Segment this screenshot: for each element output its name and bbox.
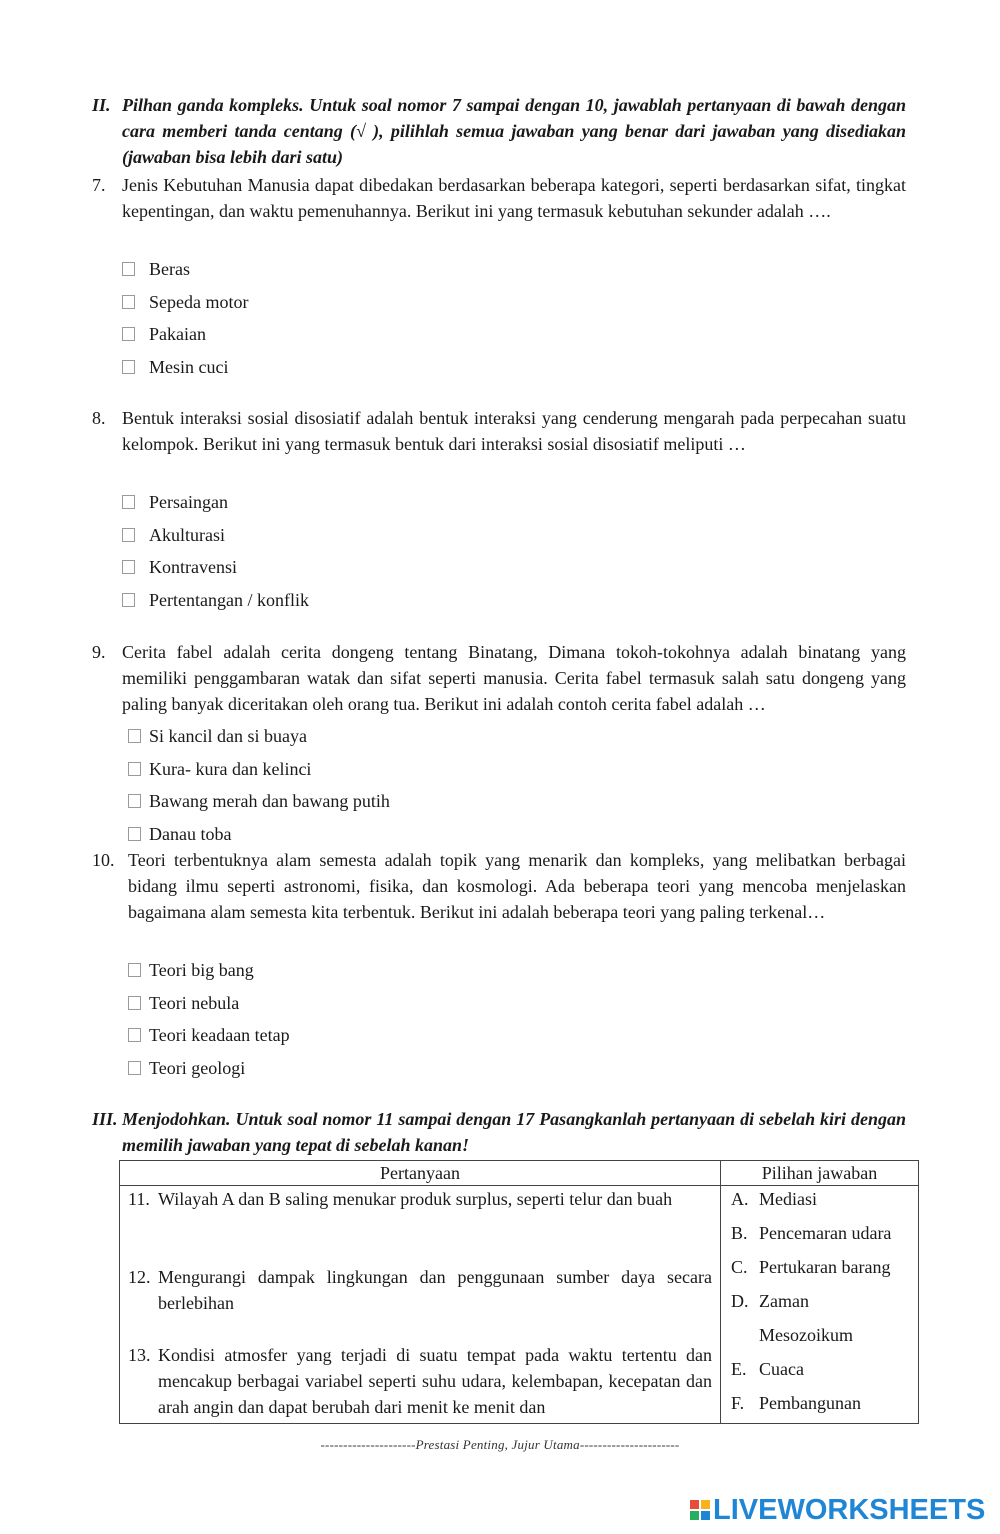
option-label: Bawang merah dan bawang putih <box>149 791 390 812</box>
section-instruction: Menjodohkan. Untuk soal nomor 11 sampai dengan 17 Pasangkanlah pertanyaan di sebelah kiri dengan memilih jawaban yang tepat di sebelah kanan! <box>122 1109 906 1155</box>
option-label: Beras <box>149 259 190 280</box>
question-number: 7. <box>92 175 106 195</box>
checkbox[interactable] <box>122 360 135 374</box>
checkbox[interactable] <box>122 495 135 509</box>
option-item[interactable] <box>122 954 290 987</box>
answer-letter: C. <box>731 1257 748 1277</box>
answer-text: Mediasi <box>759 1189 817 1209</box>
question-text: Bentuk interaksi sosial disosiatif adalah bentuk interaksi yang cenderung mengarah pada perpecahan suatu kelompok. Berikut ini yang termasuk bentuk dari interaksi sosial disosiatif meliputi … <box>122 408 906 454</box>
option-item[interactable] <box>122 286 248 319</box>
checkbox[interactable] <box>128 762 141 776</box>
logo-square <box>701 1500 710 1509</box>
question-9 <box>92 639 906 717</box>
question-number: 11. <box>128 1189 150 1209</box>
answer-letter: A. <box>731 1189 749 1209</box>
section-instruction: Pilhan ganda kompleks. Untuk soal nomor 7 sampai dengan 10, jawablah pertanyaan di bawah dengan cara memberi tanda centang (√ ), pilihlah semua jawaban yang benar dari jawaban yang disediakan (jawaban bisa lebih dari satu) <box>122 95 906 167</box>
questions-cell <box>120 1186 721 1424</box>
matching-question-13 <box>128 1342 712 1420</box>
option-label: Danau toba <box>149 823 232 844</box>
section-3-heading <box>92 1106 906 1158</box>
answer-letter: F. <box>731 1393 745 1413</box>
logo-square <box>690 1511 699 1520</box>
checkbox[interactable] <box>128 827 141 841</box>
answer-letter: E. <box>731 1359 747 1379</box>
matching-table <box>119 1160 919 1424</box>
logo-text: LIVEWORKSHEETS <box>713 1494 986 1526</box>
section-number: II. <box>92 95 111 115</box>
checkbox[interactable] <box>122 528 135 542</box>
answer-text: Zaman <box>759 1291 809 1311</box>
option-label: Pakaian <box>149 324 206 345</box>
question-number: 10. <box>92 850 115 870</box>
checkbox[interactable] <box>128 963 141 977</box>
table-header-row <box>120 1161 919 1186</box>
checkbox[interactable] <box>128 794 141 808</box>
question-8-options <box>122 486 309 616</box>
option-label: Persaingan <box>149 492 228 513</box>
option-item[interactable] <box>122 1019 290 1052</box>
question-9-options <box>122 720 390 850</box>
answers-cell <box>721 1186 919 1424</box>
option-item[interactable] <box>122 1052 290 1085</box>
option-label: Teori big bang <box>149 960 254 981</box>
option-item[interactable] <box>122 987 290 1020</box>
liveworksheets-logo-icon <box>690 1500 710 1520</box>
checkbox[interactable] <box>122 560 135 574</box>
question-text: Teori terbentuknya alam semesta adalah topik yang menarik dan kompleks, yang melibatkan berbagai bidang ilmu seperti astronomi, fisika, dan kosmologi. Ada beberapa teori yang mencoba menjelaskan bagaimana alam semesta kita terbentuk. Berikut ini adalah beberapa teori yang paling terkenal… <box>128 850 906 922</box>
option-label: Akulturasi <box>149 524 225 545</box>
option-item[interactable] <box>122 785 390 818</box>
table-row <box>120 1186 919 1424</box>
answer-option[interactable] <box>731 1288 809 1314</box>
answer-option[interactable] <box>731 1186 817 1212</box>
question-text: Kondisi atmosfer yang terjadi di suatu tempat pada waktu tertentu dan mencakup berbagai variabel seperti suhu udara, kelembapan, kecepatan dan arah angin dan dapat berubah dari menit ke menit dan <box>158 1345 712 1417</box>
option-item[interactable] <box>122 584 309 617</box>
question-text: Jenis Kebutuhan Manusia dapat dibedakan berdasarkan beberapa kategori, seperti berdasarkan sifat, tingkat kepentingan, dan waktu pemenuhannya. Berikut ini yang termasuk kebutuhan sekunder adalah …. <box>122 175 906 221</box>
question-10-options <box>122 954 290 1084</box>
section-number: III. <box>92 1109 118 1129</box>
question-7-options <box>122 253 248 383</box>
option-item[interactable] <box>122 818 390 851</box>
option-item[interactable] <box>122 318 248 351</box>
answer-option[interactable] <box>731 1220 891 1246</box>
option-item[interactable] <box>122 551 309 584</box>
answer-text: Pertukaran barang <box>759 1257 891 1277</box>
matching-question-12 <box>128 1264 712 1316</box>
answer-text: Pembangunan <box>759 1393 861 1413</box>
answer-option[interactable] <box>731 1390 861 1416</box>
answer-letter: D. <box>731 1291 749 1311</box>
question-number: 13. <box>128 1345 151 1365</box>
question-number: 9. <box>92 642 106 662</box>
option-item[interactable] <box>122 753 390 786</box>
answer-option-continued <box>731 1322 853 1348</box>
option-label: Teori nebula <box>149 992 240 1013</box>
question-8 <box>92 405 906 457</box>
question-number: 12. <box>128 1267 151 1287</box>
option-item[interactable] <box>122 486 309 519</box>
option-item[interactable] <box>122 351 248 384</box>
option-label: Si kancil dan si buaya <box>149 726 307 747</box>
section-2-heading <box>92 92 906 170</box>
checkbox[interactable] <box>122 327 135 341</box>
logo-square <box>701 1511 710 1520</box>
option-label: Sepeda motor <box>149 291 249 312</box>
answer-text: Cuaca <box>759 1359 804 1379</box>
option-label: Kontravensi <box>149 557 237 578</box>
checkbox[interactable] <box>122 593 135 607</box>
checkbox[interactable] <box>128 996 141 1010</box>
checkbox[interactable] <box>122 262 135 276</box>
checkbox[interactable] <box>128 1028 141 1042</box>
question-text: Wilayah A dan B saling menukar produk surplus, seperti telur dan buah <box>158 1189 673 1209</box>
answer-text: Mesozoikum <box>759 1325 853 1345</box>
column-header-answer: Pilihan jawaban <box>721 1161 919 1186</box>
option-item[interactable] <box>122 720 390 753</box>
option-label: Kura- kura dan kelinci <box>149 758 312 779</box>
answer-option[interactable] <box>731 1356 804 1382</box>
option-label: Pertentangan / konflik <box>149 589 309 610</box>
question-text: Cerita fabel adalah cerita dongeng tentang Binatang, Dimana tokoh-tokohnya adalah binatang yang memiliki penggambaran watak dan sifat seperti manusia. Cerita fabel termasuk salah satu dongeng yang paling banyak diceritakan oleh orang tua. Berikut ini adalah contoh cerita fabel adalah … <box>122 642 906 714</box>
question-7 <box>92 172 906 224</box>
checkbox[interactable] <box>128 1061 141 1075</box>
liveworksheets-logo[interactable] <box>690 1493 985 1527</box>
answer-option[interactable] <box>731 1254 890 1280</box>
answer-text: Pencemaran udara <box>759 1223 892 1243</box>
option-label: Mesin cuci <box>149 356 229 377</box>
column-header-question: Pertanyaan <box>120 1161 721 1186</box>
option-label: Teori keadaan tetap <box>149 1025 290 1046</box>
matching-question-11 <box>128 1186 712 1212</box>
answer-letter: B. <box>731 1223 748 1243</box>
footer-motto: ---------------------Prestasi Penting, Jujur Utama---------------------- <box>320 1437 680 1452</box>
question-10 <box>92 847 906 925</box>
question-number: 8. <box>92 408 106 428</box>
checkbox[interactable] <box>122 295 135 309</box>
logo-square <box>690 1500 699 1509</box>
option-item[interactable] <box>122 519 309 552</box>
question-text: Mengurangi dampak lingkungan dan penggunaan sumber daya secara berlebihan <box>158 1267 712 1313</box>
option-item[interactable] <box>122 253 248 286</box>
checkbox[interactable] <box>128 729 141 743</box>
option-label: Teori geologi <box>149 1057 246 1078</box>
